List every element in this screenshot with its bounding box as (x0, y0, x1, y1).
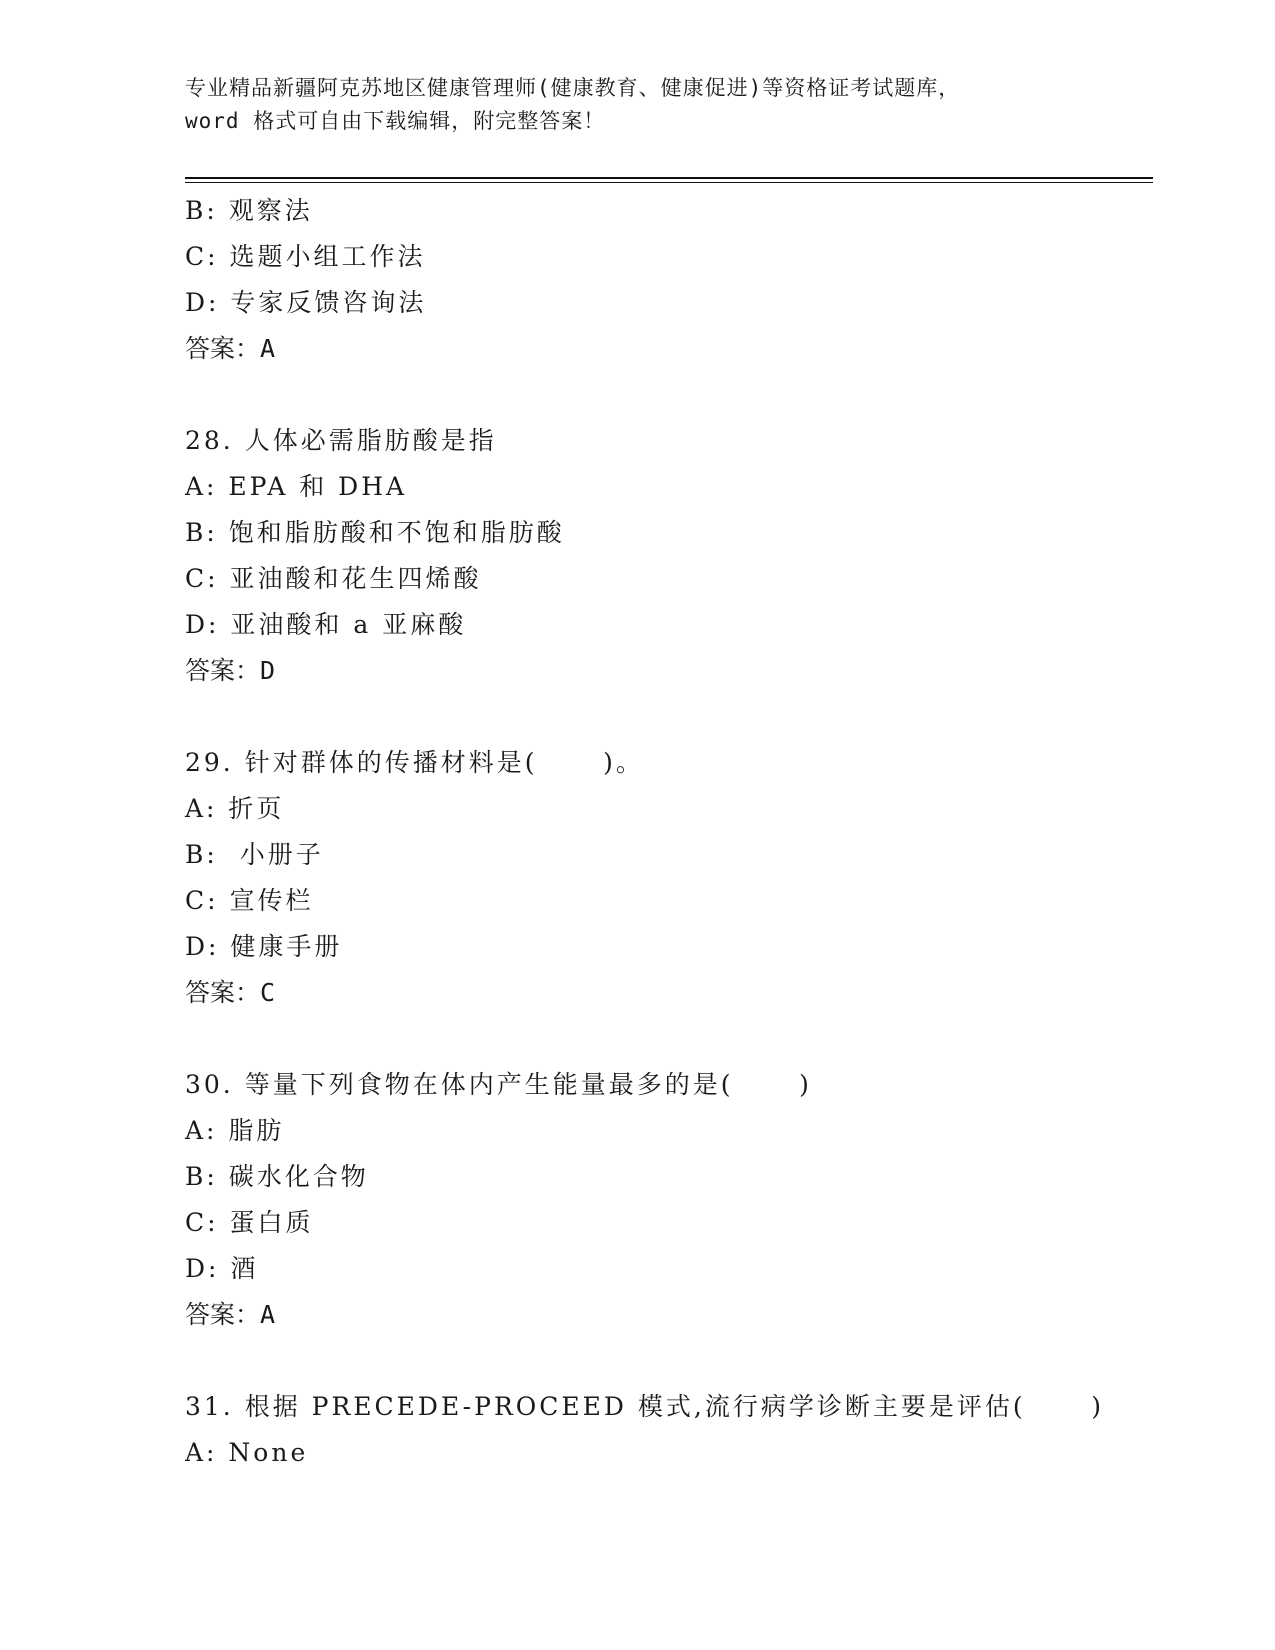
option-a: A: 折页 (185, 794, 285, 823)
answer-line: 答案：A (185, 334, 276, 363)
header-line-2: word 格式可自由下载编辑，附完整答案！ (185, 109, 606, 133)
option-d: D: 专家反馈咨询法 (185, 288, 427, 317)
question-29 (185, 740, 1145, 1016)
answer-line: 答案：C (185, 978, 276, 1007)
question-28 (185, 418, 1145, 694)
option-c: C: 选题小组工作法 (185, 242, 426, 271)
answer-line: 答案：A (185, 1300, 276, 1329)
question-stem: 30. 等量下列食物在体内产生能量最多的是( ) (185, 1070, 812, 1099)
option-a: A: EPA 和 DHA (185, 472, 408, 501)
option-b: B: 小册子 (185, 840, 324, 869)
header-divider-thick (185, 177, 1153, 179)
option-a: A: None (185, 1438, 309, 1467)
option-b: B: 饱和脂肪酸和不饱和脂肪酸 (185, 518, 565, 547)
question-stem: 29. 针对群体的传播材料是( )。 (185, 748, 644, 777)
option-c: C: 亚油酸和花生四烯酸 (185, 564, 482, 593)
option-d: D: 亚油酸和 a 亚麻酸 (185, 610, 467, 639)
option-c: C: 宣传栏 (185, 886, 314, 915)
option-d: D: 酒 (185, 1254, 259, 1283)
question-list (185, 188, 1145, 1476)
option-c: C: 蛋白质 (185, 1208, 314, 1237)
question-stem: 28. 人体必需脂肪酸是指 (185, 426, 497, 455)
option-b: B: 观察法 (185, 196, 313, 225)
question-27-continued (185, 188, 1145, 372)
question-31 (185, 1384, 1145, 1476)
question-30 (185, 1062, 1145, 1338)
option-a: A: 脂肪 (185, 1116, 285, 1145)
question-stem: 31. 根据 PRECEDE-PROCEED 模式,流行病学诊断主要是评估( ) (185, 1392, 1105, 1421)
option-b: B: 碳水化合物 (185, 1162, 369, 1191)
answer-line: 答案：D (185, 656, 276, 685)
header-line-1: 专业精品新疆阿克苏地区健康管理师(健康教育、健康促进)等资格证考试题库， (185, 76, 961, 100)
header-divider-thin (185, 182, 1153, 183)
option-d: D: 健康手册 (185, 932, 343, 961)
document-header (185, 72, 1085, 138)
